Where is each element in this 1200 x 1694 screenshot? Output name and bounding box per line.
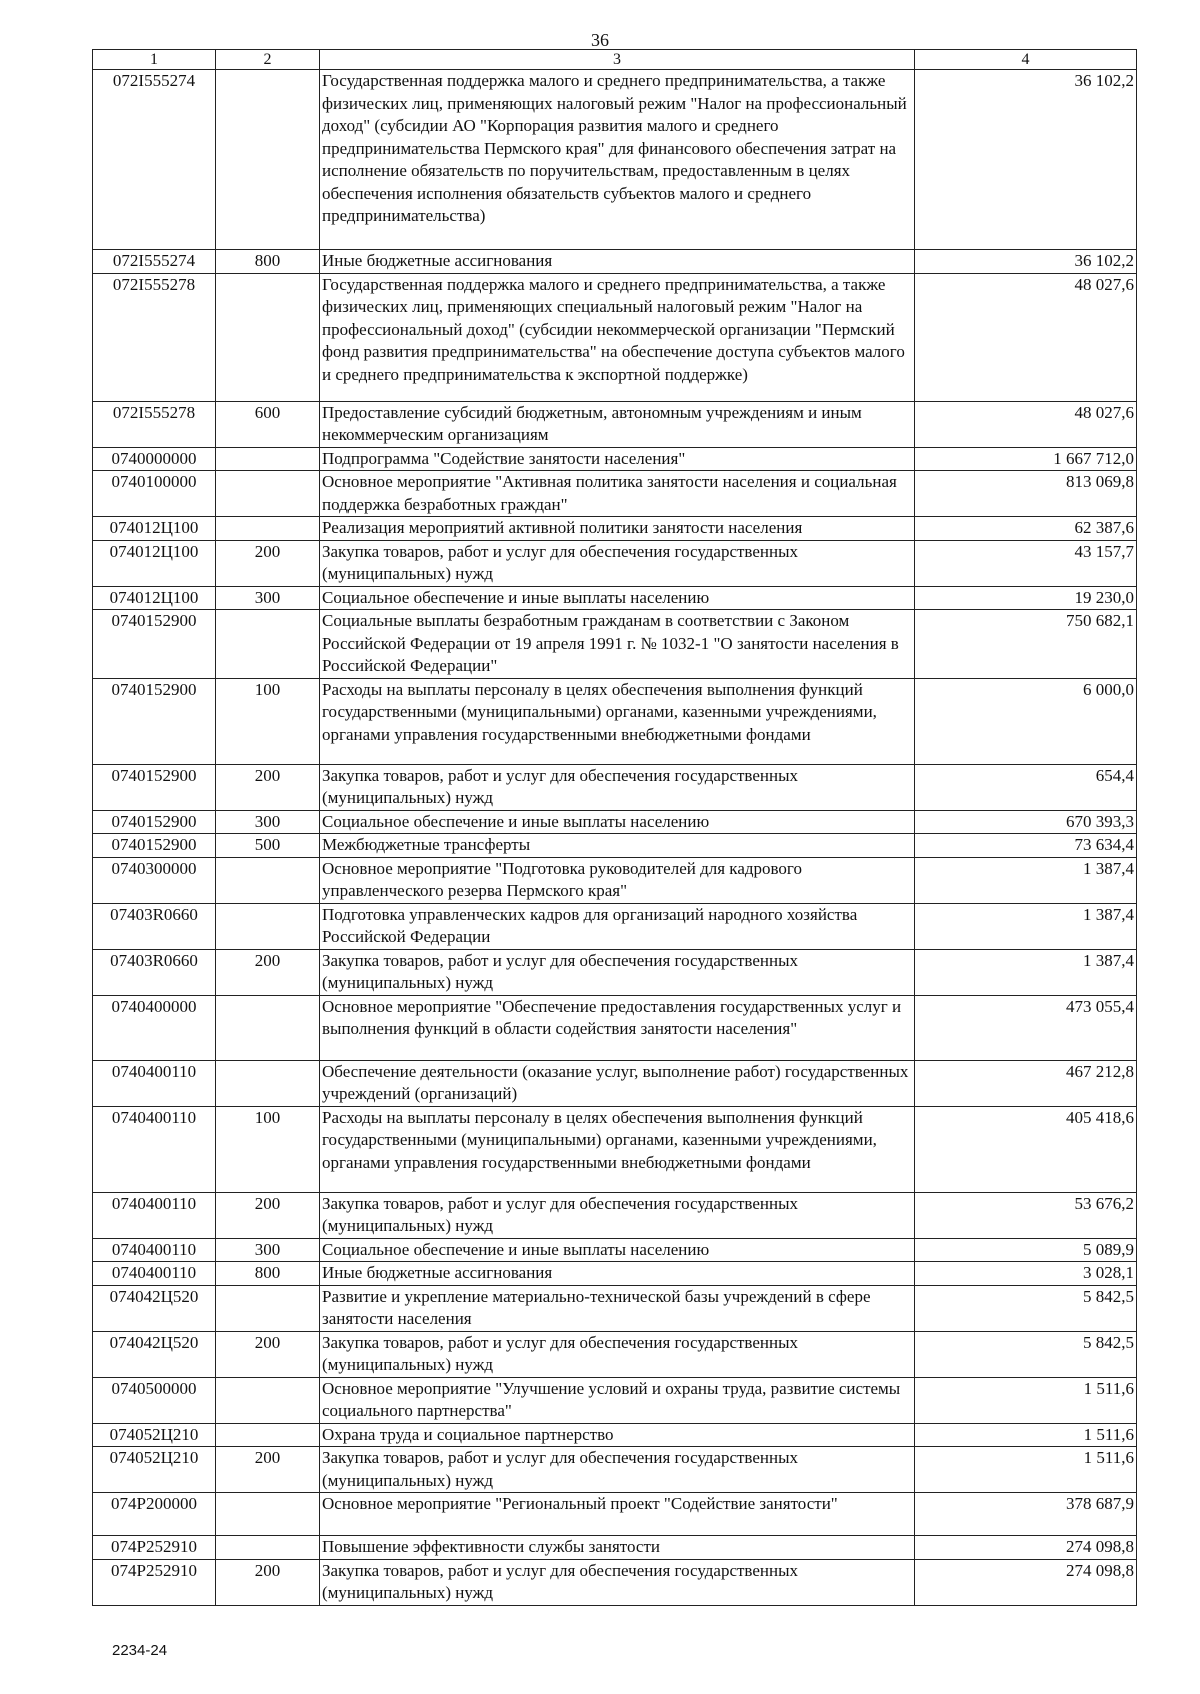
row-amount: 1 387,4 [915, 949, 1137, 995]
row-amount: 53 676,2 [915, 1192, 1137, 1238]
row-code: 074052Ц210 [93, 1447, 216, 1493]
row-code: 07403R0660 [93, 949, 216, 995]
row-code: 0740100000 [93, 471, 216, 517]
row-code: 0740000000 [93, 447, 216, 471]
row-code: 0740152900 [93, 678, 216, 764]
table-row [93, 540, 1137, 586]
column-header-description: 3 [320, 50, 915, 70]
row-amount: 473 055,4 [915, 995, 1137, 1060]
table-row [93, 1285, 1137, 1331]
row-description: Развитие и укрепление материально-технической базы учреждений в сфере занятости населения [320, 1285, 915, 1331]
table-row [93, 447, 1137, 471]
row-expense-type: 200 [216, 1447, 320, 1493]
row-description: Охрана труда и социальное партнерство [320, 1423, 915, 1447]
row-description: Основное мероприятие "Улучшение условий и охраны труда, развитие системы социального партнерства" [320, 1377, 915, 1423]
table-row [93, 517, 1137, 541]
row-expense-type [216, 1423, 320, 1447]
row-description: Иные бюджетные ассигнования [320, 1262, 915, 1286]
table-header-row [93, 50, 1137, 70]
row-amount: 1 511,6 [915, 1423, 1137, 1447]
row-code: 072I555278 [93, 401, 216, 447]
row-amount: 5 089,9 [915, 1238, 1137, 1262]
row-code: 0740400110 [93, 1060, 216, 1106]
row-description: Основное мероприятие "Активная политика занятости населения и социальная поддержка безработных граждан" [320, 471, 915, 517]
row-expense-type: 600 [216, 401, 320, 447]
table-row [93, 1262, 1137, 1286]
table-row [93, 903, 1137, 949]
table-row [93, 1106, 1137, 1192]
row-amount: 5 842,5 [915, 1331, 1137, 1377]
row-description: Основное мероприятие "Обеспечение предоставления государственных услуг и выполнения функций в области содействия занятости населения" [320, 995, 915, 1060]
table-row [93, 1423, 1137, 1447]
budget-table [92, 49, 1137, 1606]
table-row [93, 70, 1137, 250]
table-row [93, 834, 1137, 858]
row-amount: 654,4 [915, 764, 1137, 810]
row-amount: 467 212,8 [915, 1060, 1137, 1106]
table-row [93, 764, 1137, 810]
row-amount: 1 387,4 [915, 857, 1137, 903]
row-amount: 274 098,8 [915, 1536, 1137, 1560]
row-code: 074012Ц100 [93, 517, 216, 541]
row-description: Подготовка управленческих кадров для организаций народного хозяйства Российской Федерации [320, 903, 915, 949]
row-amount: 1 387,4 [915, 903, 1137, 949]
row-code: 0740152900 [93, 810, 216, 834]
row-description: Закупка товаров, работ и услуг для обеспечения государственных (муниципальных) нужд [320, 1192, 915, 1238]
row-expense-type [216, 447, 320, 471]
row-code: 074042Ц520 [93, 1331, 216, 1377]
row-amount: 19 230,0 [915, 586, 1137, 610]
row-description: Расходы на выплаты персоналу в целях обеспечения выполнения функций государственными (муниципальными) органами, казенными учреждениями, органами управления государственными внебюджетными фондами [320, 678, 915, 764]
row-code: 0740400110 [93, 1192, 216, 1238]
row-description: Обеспечение деятельности (оказание услуг, выполнение работ) государственных учреждений (организаций) [320, 1060, 915, 1106]
row-amount: 6 000,0 [915, 678, 1137, 764]
row-description: Реализация мероприятий активной политики занятости населения [320, 517, 915, 541]
table-row [93, 1377, 1137, 1423]
row-description: Межбюджетные трансферты [320, 834, 915, 858]
row-expense-type [216, 1060, 320, 1106]
table-row [93, 401, 1137, 447]
table-row [93, 1536, 1137, 1560]
table-row [93, 678, 1137, 764]
row-description: Закупка товаров, работ и услуг для обеспечения государственных (муниципальных) нужд [320, 1331, 915, 1377]
row-amount: 405 418,6 [915, 1106, 1137, 1192]
row-expense-type: 200 [216, 764, 320, 810]
row-description: Подпрограмма "Содействие занятости населения" [320, 447, 915, 471]
table-row [93, 273, 1137, 401]
column-header-expense-type: 2 [216, 50, 320, 70]
row-description: Закупка товаров, работ и услуг для обеспечения государственных (муниципальных) нужд [320, 764, 915, 810]
table-row [93, 995, 1137, 1060]
row-description: Закупка товаров, работ и услуг для обеспечения государственных (муниципальных) нужд [320, 949, 915, 995]
row-description: Социальное обеспечение и иные выплаты населению [320, 1238, 915, 1262]
row-code: 074P252910 [93, 1536, 216, 1560]
row-expense-type: 300 [216, 1238, 320, 1262]
table-row [93, 949, 1137, 995]
row-expense-type: 800 [216, 1262, 320, 1286]
row-expense-type: 100 [216, 678, 320, 764]
row-expense-type [216, 995, 320, 1060]
row-amount: 48 027,6 [915, 401, 1137, 447]
row-description: Повышение эффективности службы занятости [320, 1536, 915, 1560]
table-row [93, 610, 1137, 679]
row-expense-type: 200 [216, 949, 320, 995]
row-expense-type [216, 903, 320, 949]
table-row [93, 857, 1137, 903]
row-expense-type [216, 471, 320, 517]
row-description: Социальные выплаты безработным гражданам в соответствии с Законом Российской Федерации от 19 апреля 1991 г. № 1032-1 "О занятости населения в Российской Федерации" [320, 610, 915, 679]
row-code: 0740152900 [93, 764, 216, 810]
row-code: 074052Ц210 [93, 1423, 216, 1447]
table-row [93, 1238, 1137, 1262]
row-description: Закупка товаров, работ и услуг для обеспечения государственных (муниципальных) нужд [320, 1447, 915, 1493]
row-expense-type [216, 1377, 320, 1423]
row-description: Государственная поддержка малого и среднего предпринимательства, а также физических лиц, применяющих специальный налоговый режим "Налог на профессиональный доход" (субсидии некоммерческой организации "Пермский фонд развития предпринимательства" на обеспечение доступа субъектов малого и среднего предпринимательства к экспортной поддержке) [320, 273, 915, 401]
row-amount: 750 682,1 [915, 610, 1137, 679]
table-row [93, 810, 1137, 834]
column-header-code: 1 [93, 50, 216, 70]
row-expense-type: 300 [216, 810, 320, 834]
document-number: 2234-24 [112, 1642, 168, 1659]
row-expense-type: 200 [216, 540, 320, 586]
row-expense-type [216, 70, 320, 250]
row-amount: 43 157,7 [915, 540, 1137, 586]
table-row [93, 471, 1137, 517]
row-code: 0740500000 [93, 1377, 216, 1423]
row-amount: 1 511,6 [915, 1447, 1137, 1493]
row-description: Закупка товаров, работ и услуг для обеспечения государственных (муниципальных) нужд [320, 540, 915, 586]
row-amount: 3 028,1 [915, 1262, 1137, 1286]
row-expense-type: 200 [216, 1331, 320, 1377]
row-amount: 1 667 712,0 [915, 447, 1137, 471]
column-header-amount: 4 [915, 50, 1137, 70]
row-expense-type [216, 1285, 320, 1331]
row-code: 0740152900 [93, 610, 216, 679]
row-code: 074012Ц100 [93, 540, 216, 586]
row-amount: 62 387,6 [915, 517, 1137, 541]
row-amount: 813 069,8 [915, 471, 1137, 517]
row-amount: 378 687,9 [915, 1493, 1137, 1536]
row-code: 0740152900 [93, 834, 216, 858]
table-row [93, 250, 1137, 274]
row-description: Основное мероприятие "Региональный проект "Содействие занятости" [320, 1493, 915, 1536]
row-expense-type [216, 1536, 320, 1560]
table-row [93, 1060, 1137, 1106]
row-code: 072I555274 [93, 70, 216, 250]
row-expense-type [216, 1493, 320, 1536]
row-code: 07403R0660 [93, 903, 216, 949]
table-row [93, 1493, 1137, 1536]
row-expense-type: 200 [216, 1559, 320, 1605]
row-code: 074042Ц520 [93, 1285, 216, 1331]
table-row [93, 1192, 1137, 1238]
row-description: Предоставление субсидий бюджетным, автономным учреждениям и иным некоммерческим организациям [320, 401, 915, 447]
table-row [93, 586, 1137, 610]
row-expense-type [216, 273, 320, 401]
row-description: Социальное обеспечение и иные выплаты населению [320, 810, 915, 834]
row-description: Иные бюджетные ассигнования [320, 250, 915, 274]
row-code: 0740400110 [93, 1106, 216, 1192]
row-amount: 48 027,6 [915, 273, 1137, 401]
row-code: 072I555274 [93, 250, 216, 274]
row-code: 0740400000 [93, 995, 216, 1060]
page-number: 36 [591, 30, 609, 50]
row-amount: 5 842,5 [915, 1285, 1137, 1331]
row-description: Социальное обеспечение и иные выплаты населению [320, 586, 915, 610]
row-description: Основное мероприятие "Подготовка руководителей для кадрового управленческого резерва Пермского края" [320, 857, 915, 903]
row-expense-type [216, 610, 320, 679]
row-amount: 1 511,6 [915, 1377, 1137, 1423]
row-expense-type [216, 857, 320, 903]
row-expense-type: 200 [216, 1192, 320, 1238]
row-expense-type: 100 [216, 1106, 320, 1192]
row-code: 072I555278 [93, 273, 216, 401]
row-code: 0740400110 [93, 1238, 216, 1262]
row-expense-type [216, 517, 320, 541]
table-row [93, 1331, 1137, 1377]
row-code: 0740400110 [93, 1262, 216, 1286]
row-code: 074012Ц100 [93, 586, 216, 610]
table-row [93, 1559, 1137, 1605]
row-amount: 36 102,2 [915, 70, 1137, 250]
row-code: 074P200000 [93, 1493, 216, 1536]
row-code: 074P252910 [93, 1559, 216, 1605]
row-code: 0740300000 [93, 857, 216, 903]
row-description: Расходы на выплаты персоналу в целях обеспечения выполнения функций государственными (муниципальными) органами, казенными учреждениями, органами управления государственными внебюджетными фондами [320, 1106, 915, 1192]
row-expense-type: 800 [216, 250, 320, 274]
table-row [93, 1447, 1137, 1493]
row-description: Закупка товаров, работ и услуг для обеспечения государственных (муниципальных) нужд [320, 1559, 915, 1605]
row-expense-type: 500 [216, 834, 320, 858]
row-amount: 670 393,3 [915, 810, 1137, 834]
row-description: Государственная поддержка малого и среднего предпринимательства, а также физических лиц, применяющих налоговый режим "Налог на профессиональный доход" (субсидии АО "Корпорация развития малого и среднего предпринимательства Пермского края" для финансового обеспечения затрат на исполнение обязательств по поручительствам, предоставленным в целях обеспечения исполнения обязательств субъектов малого и среднего предпринимательства) [320, 70, 915, 250]
row-amount: 36 102,2 [915, 250, 1137, 274]
row-expense-type: 300 [216, 586, 320, 610]
row-amount: 274 098,8 [915, 1559, 1137, 1605]
row-amount: 73 634,4 [915, 834, 1137, 858]
